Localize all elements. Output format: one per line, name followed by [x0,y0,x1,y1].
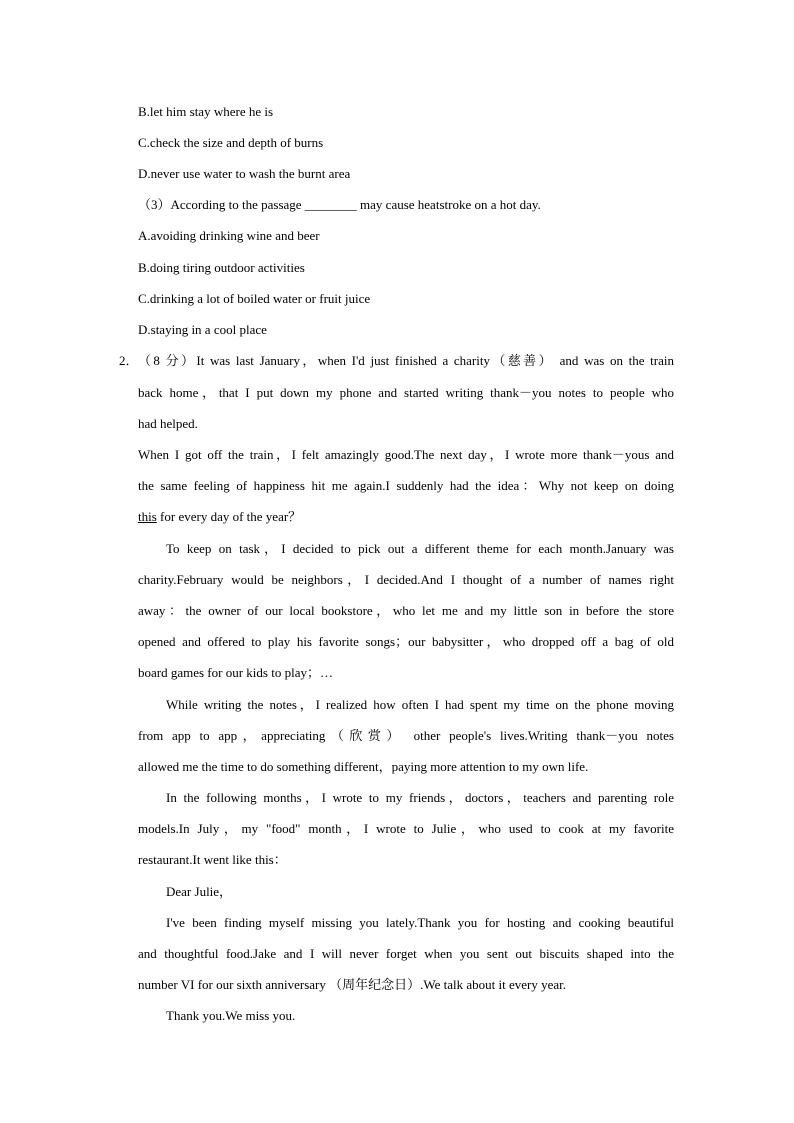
passage-line: To keep on task，I decided to pick out a different theme for each month.January was [166,541,674,556]
letter-closing: Thank you.We miss you. [166,1008,296,1023]
passage-line: restaurant.It went like this： [138,852,287,867]
passage-line: opened and offered to play his favorite songs；our babysitter，who dropped off a bag of old [138,634,674,649]
passage-line [138,509,674,525]
passage-line: number VI for our sixth anniversary （周年纪念日）.We talk about it every year. [138,977,566,992]
passage-line: board games for our kids to play；… [138,665,333,680]
option-3a: A.avoiding drinking wine and beer [138,228,320,243]
option-3b: B.doing tiring outdoor activities [138,260,305,275]
option-3c: C.drinking a lot of boiled water or fruit juice [138,291,371,306]
passage-line: models.In July，my "food" month，I wrote to Julie，who used to cook at my favorite [138,821,674,836]
letter-greeting: Dear Julie， [166,884,233,899]
passage-line: back home，that I put down my phone and started writing thank－you notes to people who [138,385,674,400]
passage-line: In the following months，I wrote to my friends，doctors，teachers and parenting role [166,790,674,805]
passage-line: （8 分）It was last January，when I'd just finished a charity（慈善） and was on the train [138,353,674,368]
passage-line: charity.February would be neighbors，I decided.And I thought of a number of names right [138,572,674,587]
passage-line: I've been finding myself missing you lately.Thank you for hosting and cooking beautiful [166,915,674,930]
passage-line: from app to app，appreciating（欣赏） other people's lives.Writing thank－you notes [138,728,674,743]
passage-line: While writing the notes，I realized how often I had spent my time on the phone moving [166,697,674,712]
question-3-stem: （3）According to the passage ________ may cause heatstroke on a hot day. [138,197,541,212]
underlined-word: this [138,509,157,524]
option-1b: B.let him stay where he is [138,104,274,119]
passage-line: allowed me the time to do something different，paying more attention to my own life. [138,759,589,774]
option-1d: D.never use water to wash the burnt area [138,166,351,181]
passage-line: the same feeling of happiness hit me again.I suddenly had the idea：Why not keep on doing [138,478,674,493]
option-1c: C.check the size and depth of burns [138,135,324,150]
passage-line: When I got off the train，I felt amazingly good.The next day，I wrote more thank－yous and [138,447,674,462]
passage-line: and thoughtful food.Jake and I will never forget when you sent out biscuits shaped into the [138,946,674,961]
passage-line: away：the owner of our local bookstore，who let me and my little son in before the store [138,603,674,618]
passage-text: for every day of the year？ [156,509,302,524]
option-3d: D.staying in a cool place [138,322,267,337]
passage-line: had helped. [138,416,198,431]
question-2-number: 2． [119,353,139,368]
